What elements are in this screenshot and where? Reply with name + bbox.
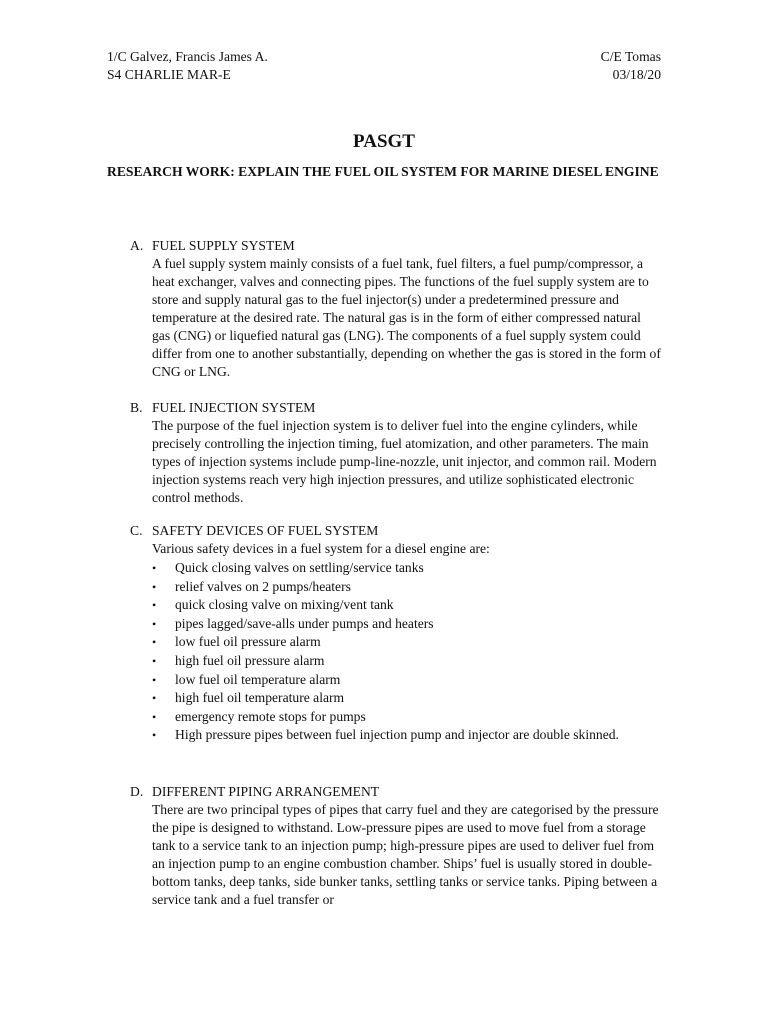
- section-piping-arrangement: [130, 783, 662, 909]
- list-item: [152, 689, 662, 708]
- list-item-text: low fuel oil pressure alarm: [175, 634, 321, 650]
- list-item-text: high fuel oil temperature alarm: [175, 690, 345, 706]
- section-heading: FUEL SUPPLY SYSTEM: [152, 238, 295, 253]
- document-title: PASGT: [353, 131, 415, 152]
- section-heading: DIFFERENT PIPING ARRANGEMENT: [152, 784, 380, 799]
- bullet-icon: •: [152, 728, 157, 743]
- section-heading: FUEL INJECTION SYSTEM: [152, 400, 316, 415]
- document-subtitle: RESEARCH WORK: EXPLAIN THE FUEL OIL SYSTEM FOR MARINE DIESEL ENGINE: [107, 164, 659, 179]
- list-item-text: High pressure pipes between fuel injection pump and injector are double skinned.: [175, 727, 619, 743]
- list-item: [152, 671, 662, 690]
- bullet-icon: •: [152, 561, 157, 575]
- student-name: 1/C Galvez, Francis James A.: [107, 49, 268, 64]
- section-body: A fuel supply system mainly consists of a fuel tank, fuel filters, a fuel pump/compressor, a heat exchanger, valves and connecting pipes. The functions of the fuel supply system are to store and supply natural gas to the fuel injector(s) under a predetermined pressure and temperature at the desired rate. The natural gas is in the form of either compressed natural gas (CNG) or liquefied natural gas (LNG). The components of a fuel supply system could differ from one to another substantially, depending on whether the gas is stored in the form of CNG or LNG.: [152, 256, 661, 379]
- list-item-text: low fuel oil temperature alarm: [175, 671, 341, 687]
- safety-devices-list: [152, 559, 662, 745]
- list-item-text: high fuel oil pressure alarm: [175, 652, 325, 668]
- list-item-text: emergency remote stops for pumps: [175, 708, 366, 724]
- list-item: [152, 633, 662, 652]
- bullet-icon: •: [152, 616, 157, 631]
- list-item-text: Quick closing valves on settling/service tanks: [175, 560, 424, 575]
- list-item: [152, 578, 662, 597]
- section-body: There are two principal types of pipes that carry fuel and they are categorised by the pressure the pipe is designed to withstand. Low-pressure pipes are used to move fuel from a storage tank to a service tank to an injection pump; high-pressure pipes are used to deliver fuel from an injection pump to an engine combustion chamber. Ships’ fuel is usually stored in double-bottom tanks, deep tanks, side bunker tanks, settling tanks or service tanks. Piping between a service tank and a fuel transfer or: [152, 802, 659, 907]
- bullet-icon: •: [152, 691, 157, 706]
- list-item: [152, 652, 662, 671]
- section-letter: A.: [130, 238, 144, 253]
- bullet-icon: •: [152, 653, 157, 668]
- section-fuel-supply-system: [130, 237, 662, 381]
- header-row-2: [107, 66, 661, 84]
- section-heading: SAFETY DEVICES OF FUEL SYSTEM: [152, 523, 379, 538]
- section-letter: C.: [130, 523, 143, 538]
- list-item-text: relief valves on 2 pumps/heaters: [175, 578, 351, 594]
- list-item: [152, 708, 662, 727]
- document-date: 03/18/20: [612, 67, 661, 82]
- section-letter: B.: [130, 400, 143, 415]
- student-section: S4 CHARLIE MAR-E: [107, 67, 231, 82]
- bullet-icon: •: [152, 635, 157, 650]
- instructor-name: C/E Tomas: [600, 49, 661, 64]
- section-letter: D.: [130, 784, 144, 799]
- section-safety-devices: [130, 522, 662, 745]
- section-body: The purpose of the fuel injection system is to deliver fuel into the engine cylinders, while precisely controlling the injection timing, fuel atomization, and other parameters. The main types of injection systems include pump-line-nozzle, unit injector, and common rail. Modern injection systems reach very high injection pressures, and utilize sophisticated electronic control methods.: [152, 418, 657, 505]
- bullet-icon: •: [152, 579, 157, 594]
- section-fuel-injection-system: [130, 399, 662, 507]
- section-body: Various safety devices in a fuel system for a diesel engine are:: [152, 541, 490, 556]
- list-item: [152, 559, 662, 578]
- header-row-1: [107, 48, 661, 66]
- list-item: [152, 726, 662, 745]
- list-item-text: pipes lagged/save-alls under pumps and heaters: [175, 615, 434, 631]
- list-item-text: quick closing valve on mixing/vent tank: [175, 597, 394, 613]
- list-item: [152, 596, 662, 615]
- bullet-icon: •: [152, 709, 157, 724]
- bullet-icon: •: [152, 672, 157, 687]
- bullet-icon: •: [152, 598, 157, 613]
- list-item: [152, 615, 662, 634]
